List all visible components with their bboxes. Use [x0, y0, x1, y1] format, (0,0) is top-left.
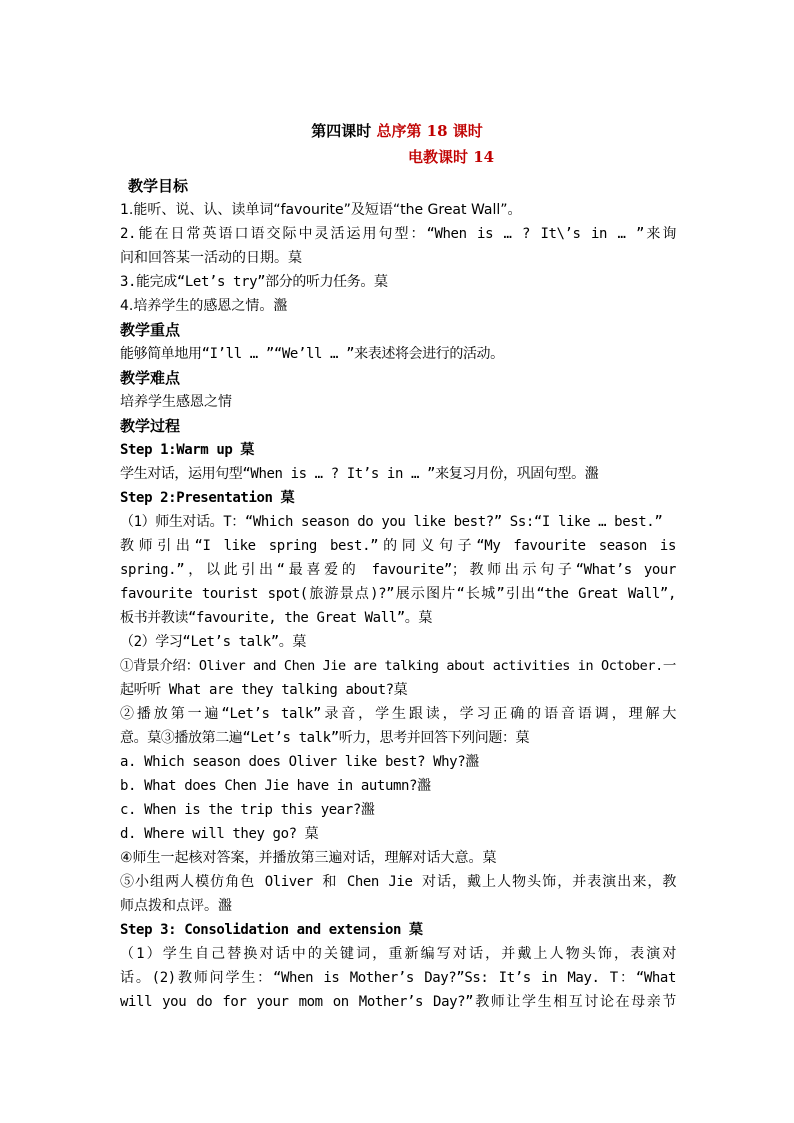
section-heading-objectives: 教学目标 [128, 177, 189, 195]
lesson-title-main: 第四课时 [311, 122, 372, 140]
step-heading: Step 1:Warm up 菒 [120, 442, 255, 458]
text-line: ②播放第一遍“Let’s talk”录音，学生跟读，学习正确的语音语调，理解大 [120, 706, 676, 722]
text-line: 板书并教读“favourite, the Great Wall”。菒 [120, 610, 432, 626]
text-line: ①背景介绍：Oliver and Chen Jie are talking about activities in October.一 [120, 658, 676, 674]
text-line: 培养学生感恩之情 [120, 394, 232, 410]
text-line: 话。(2)教师问学生：“When is Mother’s Day?”Ss: It’s in May. T：“What [120, 970, 676, 986]
step-heading: Step 3: Consolidation and extension 菒 [120, 922, 423, 938]
text-line: （2）学习“Let’s talk”。菒 [120, 634, 306, 650]
text-line: ⑤小组两人模仿角色 Oliver 和 Chen Jie 对话，戴上人物头饰，并表演出来，教 [120, 874, 676, 890]
section-heading-process: 教学过程 [120, 417, 181, 435]
text-line: 师点拨和点评。瀊 [120, 898, 232, 914]
lesson-title-total: 总序第 18 课时 [376, 122, 483, 140]
text-line: （1）学生自己替换对话中的关键词，重新编写对话，并戴上人物头饰，表演对 [120, 946, 676, 962]
lesson-title [0, 120, 794, 141]
text-line: 意。菒③播放第二遍“Let’s talk”听力，思考并回答下列问题：菒 [120, 730, 530, 746]
text-line: c. When is the trip this year?瀊 [120, 802, 375, 818]
text-line: 2.能在日常英语口语交际中灵活运用句型：“When is … ? It\’s in … ”来询 [120, 226, 676, 242]
text-line: will you do for your mom on Mother’s Day?”教师让学生相互讨论在母亲节 [120, 994, 676, 1010]
text-line: 3.能完成“Let’s try”部分的听力任务。菒 [120, 274, 388, 290]
text-line: 教师引出“I like spring best.”的同义句子“My favourite season is [120, 538, 676, 554]
text-line: 1.能听、说、认、读单词“favourite”及短语“the Great Wall”。 [120, 202, 522, 218]
text-line: ④师生一起核对答案，并播放第三遍对话，理解对话大意。菒 [120, 850, 497, 866]
text-line: a. Which season does Oliver like best? Why?瀊 [120, 754, 479, 770]
lesson-subtitle: 电教课时 14 [408, 148, 495, 166]
section-heading-difficulties: 教学难点 [120, 369, 181, 387]
section-heading-key-points: 教学重点 [120, 321, 181, 339]
text-line: （1）师生对话。T：“Which season do you like best?” Ss:“I like … best.” [120, 514, 663, 530]
text-line: favourite tourist spot(旅游景点)?”展示图片“长城”引出“the Great Wall”, [120, 586, 676, 602]
lesson-content [120, 174, 676, 1014]
text-line: 起听听 What are they talking about?菒 [120, 682, 408, 698]
text-line: 4.培养学生的感恩之情。瀊 [120, 298, 288, 314]
text-line: d. Where will they go? 菒 [120, 826, 319, 842]
text-line: 学生对话，运用句型“When is … ? It’s in … ”来复习月份，巩固句型。瀊 [120, 466, 599, 482]
text-line: 能够简单地用“I’ll … ”“We’ll … ”来表述将会进行的活动。 [120, 346, 504, 362]
text-line: spring.”，以此引出“最喜爱的 favourite”；教师出示句子“What’s your [120, 562, 676, 578]
text-line: b. What does Chen Jie have in autumn?瀊 [120, 778, 431, 794]
text-line: 问和回答某一活动的日期。菒 [120, 250, 302, 266]
step-heading: Step 2:Presentation 菒 [120, 490, 295, 506]
